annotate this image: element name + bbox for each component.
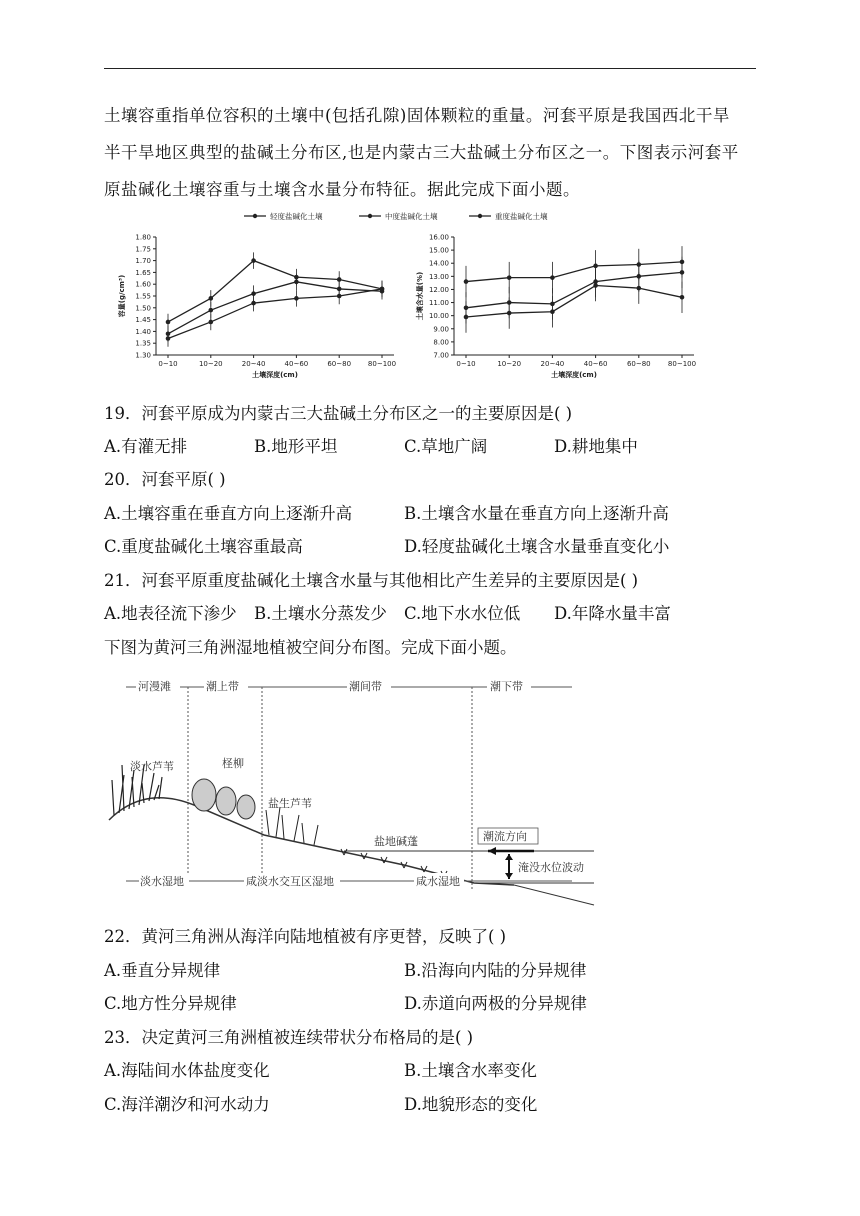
y-axis-label: 容量(g/cm³) bbox=[118, 274, 126, 318]
q20-stem: 20．河套平原( ) bbox=[104, 470, 226, 489]
zone-label: 潮间带 bbox=[349, 680, 382, 693]
data-point bbox=[507, 311, 512, 316]
x-tick-label: 80~100 bbox=[367, 360, 397, 368]
intro-paragraph bbox=[104, 97, 764, 208]
legend-label: 重度盐碱化土壤 bbox=[495, 212, 548, 221]
data-point bbox=[294, 296, 299, 301]
q21-option-b[interactable]: B.土壤水分蒸发少 bbox=[254, 604, 387, 623]
x-tick-label: 0~10 bbox=[158, 360, 178, 368]
x-tick-label: 10~20 bbox=[497, 360, 522, 368]
y-tick-label: 1.30 bbox=[135, 351, 151, 360]
data-point bbox=[680, 260, 685, 265]
series-line bbox=[466, 262, 682, 282]
y-tick-label: 15.00 bbox=[428, 246, 449, 255]
q19-option-c[interactable]: C.草地广阔 bbox=[404, 437, 488, 456]
data-point bbox=[593, 264, 598, 269]
q20-option-c[interactable]: C.重度盐碱化土壤容重最高 bbox=[104, 537, 303, 556]
zone-label: 潮上带 bbox=[206, 680, 239, 693]
plant-label: 柽柳 bbox=[222, 757, 244, 770]
q22-stem: 22．黄河三角洲从海洋向陆地植被有序更替，反映了( ) bbox=[104, 927, 507, 946]
data-point bbox=[294, 280, 299, 285]
q19-option-d[interactable]: D.耕地集中 bbox=[554, 437, 638, 456]
tide-direction-label: 潮流方向 bbox=[483, 830, 527, 843]
q21-option-d[interactable]: D.年降水量丰富 bbox=[554, 604, 671, 623]
y-axis-label: 土壤含水量(%) bbox=[416, 271, 424, 321]
y-tick-label: 13.00 bbox=[428, 272, 449, 281]
plant-label: 淡水芦苇 bbox=[130, 760, 174, 773]
legend-marker bbox=[478, 214, 482, 218]
q21-option-c[interactable]: C.地下水水位低 bbox=[404, 604, 521, 623]
y-tick-label: 16.00 bbox=[428, 233, 449, 242]
legend-label: 中度盐碱化土壤 bbox=[385, 212, 438, 221]
bulk-density-chart bbox=[117, 234, 396, 380]
q22-option-a[interactable]: A.垂直分异规律 bbox=[104, 961, 221, 980]
data-point bbox=[166, 336, 171, 341]
y-tick-label: 1.75 bbox=[135, 245, 151, 254]
legend-marker bbox=[253, 214, 257, 218]
data-point bbox=[209, 308, 214, 313]
x-tick-label: 20~40 bbox=[540, 360, 565, 368]
zone-label: 河漫滩 bbox=[138, 680, 171, 693]
q19-option-b[interactable]: B.地形平坦 bbox=[254, 437, 338, 456]
tamarisk-cluster bbox=[192, 779, 255, 819]
water-level-label: 淹没水位波动 bbox=[518, 861, 584, 874]
y-tick-label: 8.00 bbox=[433, 338, 449, 347]
x-tick-label: 80~100 bbox=[667, 360, 697, 368]
x-tick-label: 20~40 bbox=[241, 360, 266, 368]
series-line bbox=[466, 286, 682, 317]
data-point bbox=[637, 262, 642, 267]
data-point bbox=[680, 295, 685, 300]
q20-option-a[interactable]: A.土壤容重在垂直方向上逐渐升高 bbox=[104, 504, 353, 523]
q22-option-b[interactable]: B.沿海向内陆的分异规律 bbox=[404, 961, 587, 980]
x-tick-label: 60~80 bbox=[327, 360, 352, 368]
y-tick-label: 9.00 bbox=[433, 325, 449, 334]
x-axis-label: 土壤深度(cm) bbox=[551, 371, 597, 379]
data-point bbox=[550, 275, 555, 280]
q23-option-b[interactable]: B.土壤含水率变化 bbox=[404, 1061, 537, 1080]
data-point bbox=[464, 279, 469, 284]
series-line bbox=[168, 289, 382, 339]
plant-label: 盐生芦苇 bbox=[268, 797, 312, 810]
series-line bbox=[168, 261, 382, 322]
y-tick-label: 1.70 bbox=[135, 257, 151, 266]
q19-option-a[interactable]: A.有灌无排 bbox=[104, 437, 188, 456]
header-rule bbox=[104, 68, 756, 69]
q20-option-b[interactable]: B.土壤含水量在垂直方向上逐渐升高 bbox=[404, 504, 669, 523]
intro2-text: 下图为黄河三角洲湿地植被空间分布图。完成下面小题。 bbox=[104, 638, 517, 657]
q23-option-d[interactable]: D.地貌形态的变化 bbox=[404, 1095, 538, 1114]
legend-label: 轻度盐碱化土壤 bbox=[270, 212, 323, 221]
x-tick-label: 40~60 bbox=[284, 360, 309, 368]
x-axis-label: 土壤深度(cm) bbox=[252, 371, 298, 379]
x-tick-label: 60~80 bbox=[626, 360, 651, 368]
q20-option-d[interactable]: D.轻度盐碱化土壤含水量垂直变化小 bbox=[404, 537, 670, 556]
y-tick-label: 7.00 bbox=[433, 351, 449, 360]
intro-line: 土壤容重指单位容积的土壤中(包括孔隙)固体颗粒的重量。河套平原是我国西北干旱 bbox=[104, 106, 730, 125]
wetland-label: 咸淡水交互区湿地 bbox=[246, 875, 334, 888]
data-point bbox=[593, 283, 598, 288]
data-point bbox=[209, 296, 214, 301]
data-point bbox=[166, 320, 171, 325]
intro-line: 原盐碱化土壤容重与土壤含水量分布特征。据此完成下面小题。 bbox=[104, 180, 580, 199]
y-tick-label: 10.00 bbox=[428, 312, 449, 321]
y-tick-label: 1.80 bbox=[135, 233, 151, 242]
q22-option-c[interactable]: C.地方性分异规律 bbox=[104, 994, 237, 1013]
y-tick-label: 1.50 bbox=[135, 304, 151, 313]
x-tick-label: 0~10 bbox=[456, 360, 476, 368]
y-tick-label: 1.60 bbox=[135, 280, 151, 289]
data-point bbox=[464, 315, 469, 320]
q19-stem: 19．河套平原成为内蒙古三大盐碱土分布区之一的主要原因是( ) bbox=[104, 404, 573, 423]
wetland-diagram bbox=[104, 665, 604, 915]
x-tick-label: 10~20 bbox=[198, 360, 223, 368]
wetland-label: 咸水湿地 bbox=[416, 875, 460, 888]
chart-legend bbox=[244, 211, 548, 221]
y-tick-label: 1.45 bbox=[135, 316, 151, 325]
plant-label: 盐地碱蓬 bbox=[374, 835, 418, 848]
q22-option-d[interactable]: D.赤道向两极的分异规律 bbox=[404, 994, 587, 1013]
data-point bbox=[380, 287, 385, 292]
x-tick-label: 40~60 bbox=[583, 360, 608, 368]
intro-line: 半干旱地区典型的盐碱土分布区,也是内蒙古三大盐碱土分布区之一。下图表示河套平 bbox=[104, 143, 739, 162]
q23-option-a[interactable]: A.海陆间水体盐度变化 bbox=[104, 1061, 270, 1080]
legend-marker bbox=[368, 214, 372, 218]
soil-charts-figure bbox=[104, 205, 704, 385]
wetland-label: 淡水湿地 bbox=[140, 875, 184, 888]
terrain-slope bbox=[109, 798, 514, 885]
y-tick-label: 14.00 bbox=[428, 259, 449, 268]
y-tick-label: 1.35 bbox=[135, 339, 151, 348]
water-content-chart bbox=[415, 234, 696, 380]
data-point bbox=[337, 294, 342, 299]
q21-option-a[interactable]: A.地表径流下渗少 bbox=[104, 604, 237, 623]
zone-labels-top bbox=[136, 677, 531, 693]
y-tick-label: 11.00 bbox=[428, 299, 449, 308]
y-tick-label: 1.65 bbox=[135, 268, 151, 277]
data-point bbox=[251, 301, 256, 306]
data-point bbox=[251, 258, 256, 263]
data-point bbox=[209, 320, 214, 325]
q23-option-c[interactable]: C.海洋潮汐和河水动力 bbox=[104, 1095, 270, 1114]
y-tick-label: 1.55 bbox=[135, 292, 151, 301]
salt-reed-cluster bbox=[266, 807, 318, 845]
zone-label: 潮下带 bbox=[490, 680, 523, 693]
q21-stem: 21．河套平原重度盐碱化土壤含水量与其他相比产生差异的主要原因是( ) bbox=[104, 571, 639, 590]
q23-stem: 23．决定黄河三角洲植被连续带状分布格局的是( ) bbox=[104, 1028, 474, 1047]
y-tick-label: 12.00 bbox=[428, 285, 449, 294]
data-point bbox=[550, 309, 555, 314]
data-point bbox=[637, 286, 642, 291]
data-point bbox=[507, 275, 512, 280]
y-tick-label: 1.40 bbox=[135, 327, 151, 336]
